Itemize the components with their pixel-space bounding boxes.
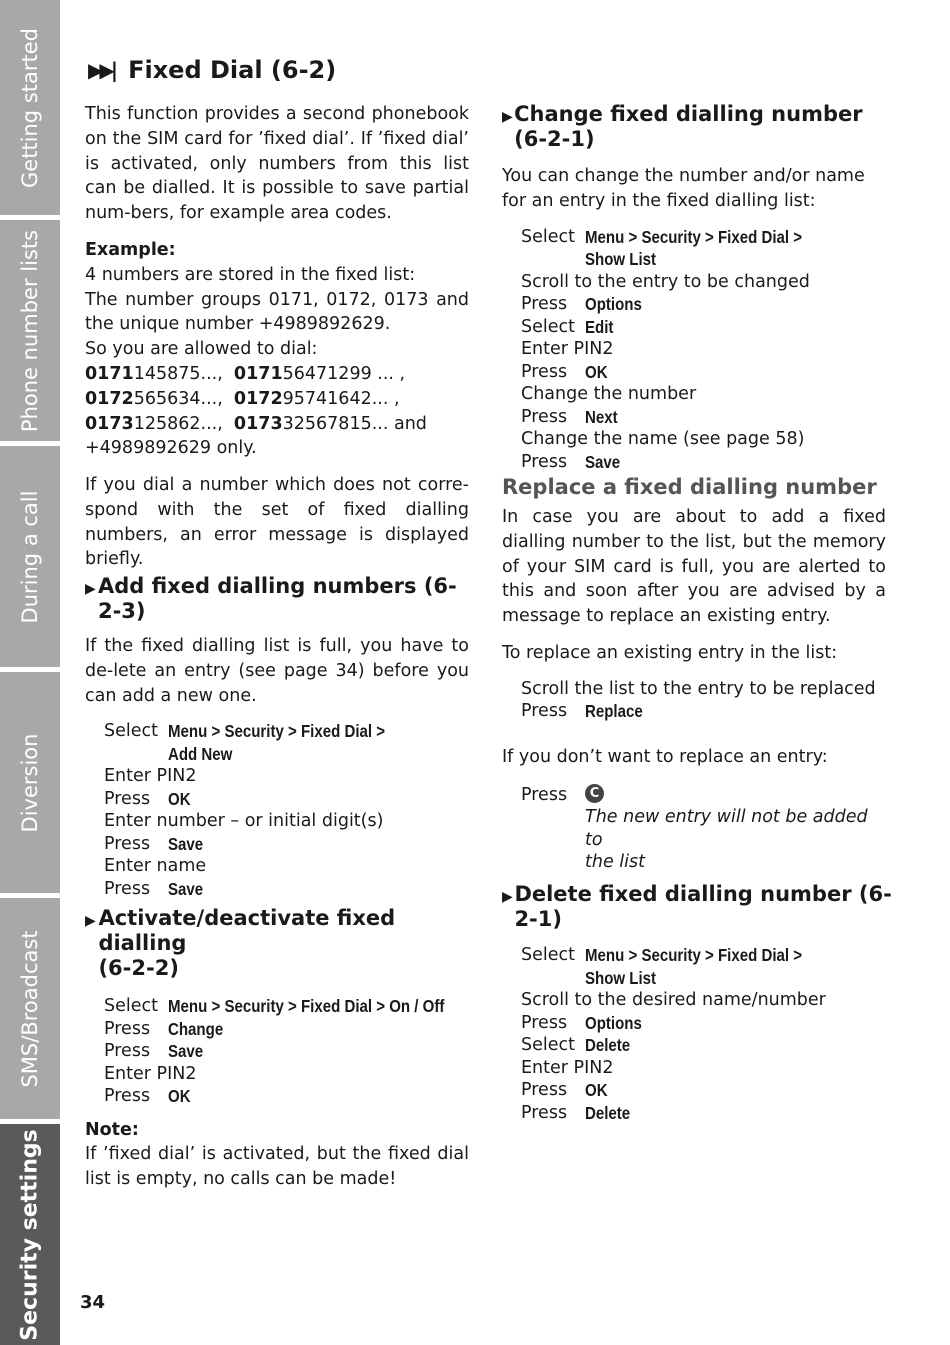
page-number: 34: [80, 1292, 106, 1313]
triangle-icon: ▶: [85, 913, 96, 929]
triangle-icon: ▶: [85, 581, 96, 597]
step-verb: Press: [521, 451, 568, 472]
change-steps: [521, 226, 892, 474]
step: [104, 743, 475, 766]
heading-text: Change fixed dialling number (6-2-1): [514, 102, 863, 151]
heading-line: (6-2-2): [98, 956, 179, 980]
tab-during-a-call[interactable]: [0, 446, 60, 667]
prefix: 0172: [85, 388, 134, 409]
step: [104, 1085, 475, 1108]
step-verb: Press: [521, 406, 568, 427]
replace-text: If you don’t want to replace an entry:: [502, 746, 828, 767]
options-command: Options: [585, 294, 642, 315]
digits: 95741642... ,: [282, 388, 400, 409]
step: [104, 833, 475, 856]
next-command: Next: [585, 406, 618, 427]
step: Scroll the list to the entry to be replaced: [521, 678, 876, 699]
activate-section: [85, 906, 475, 1192]
step-verb: [104, 743, 168, 766]
step: [521, 248, 892, 271]
step: [521, 944, 892, 967]
step: [104, 1040, 475, 1063]
section-heading: [502, 102, 892, 152]
step: [521, 293, 892, 316]
example-line: So you are allowed to dial:: [85, 339, 318, 360]
section-heading: [85, 906, 475, 981]
step-verb: Select: [521, 945, 575, 965]
prefix: 0171: [85, 363, 134, 384]
example-line: The number groups 0171, 0172, 0173 and the unique number +4989892629.: [85, 289, 469, 335]
save-command: Save: [168, 1041, 204, 1061]
replace-text: To replace an existing entry in the list:: [502, 642, 838, 663]
section-heading: [502, 882, 892, 932]
tab-label: During a call: [18, 490, 42, 623]
triangle-icon: ▶: [502, 109, 513, 125]
clear-key-icon: C: [585, 784, 604, 803]
step-verb: Press: [104, 1086, 151, 1106]
step: [521, 226, 892, 249]
delete-steps: [521, 944, 892, 1124]
menu-command: Menu > Security > Fixed Dial >: [585, 226, 803, 247]
step-verb: Press: [521, 361, 568, 382]
replace-steps: [521, 784, 886, 874]
replace-section: [502, 474, 886, 874]
step: Scroll to the desired name/number: [521, 990, 826, 1010]
step: [521, 1012, 892, 1035]
menu-command: Show List: [585, 967, 657, 988]
digits: 125862...,: [133, 413, 223, 434]
step-verb: Press: [104, 833, 151, 854]
step: Scroll to the entry to be changed: [521, 271, 810, 292]
step: [104, 995, 475, 1018]
digits: 145875...,: [133, 363, 223, 384]
tab-security-settings[interactable]: [0, 1124, 60, 1345]
step: [104, 788, 475, 811]
step: Enter PIN2: [104, 1063, 197, 1084]
note-text: If ’fixed dial’ is activated, but the fixed dial list is empty, no calls can be made!: [85, 1144, 469, 1190]
step: Enter PIN2: [521, 339, 614, 360]
note-text: the list: [585, 852, 645, 873]
note-label: Note:: [85, 1119, 139, 1140]
ok-command: OK: [585, 1080, 608, 1100]
step: Enter name: [104, 856, 207, 877]
step-note: [521, 851, 886, 874]
step-verb: Select: [104, 996, 158, 1016]
step: Enter PIN2: [104, 766, 197, 787]
tab-label: SMS/Broadcast: [18, 929, 42, 1088]
tab-diversion[interactable]: [0, 672, 60, 893]
delete-command: Delete: [585, 1035, 631, 1055]
ok-command: OK: [585, 361, 608, 382]
heading-text: [98, 906, 475, 981]
add-section: [85, 574, 475, 900]
step-verb: Press: [521, 701, 568, 722]
change-command: Change: [168, 1018, 224, 1039]
step-verb: Press: [521, 294, 568, 315]
step-verb: [521, 851, 585, 874]
example-numbers: [85, 362, 469, 387]
heading-line: Activate/deactivate fixed dialling: [98, 906, 396, 955]
step-note: [521, 806, 886, 851]
digits: 56471299 ... ,: [282, 363, 406, 384]
step: [521, 361, 892, 384]
step-verb: Press: [104, 1018, 151, 1039]
step-verb: Press: [104, 878, 151, 899]
step: [104, 720, 475, 743]
step-verb: Press: [104, 788, 151, 809]
menu-command: Menu > Security > Fixed Dial >: [585, 945, 803, 965]
note-text: The new entry will not be added to: [585, 807, 868, 850]
tab-label: Getting started: [18, 27, 42, 188]
step: Enter number – or initial digit(s): [104, 811, 384, 832]
step: [521, 1079, 892, 1102]
chapter-sidebar: [0, 0, 60, 1345]
tab-label: Diversion: [18, 733, 42, 832]
intro-section: [85, 102, 469, 226]
step-verb: Select: [521, 316, 575, 337]
save-command: Save: [168, 833, 204, 854]
tab-phone-number-lists[interactable]: [0, 220, 60, 441]
delete-command: Delete: [585, 1102, 631, 1123]
step-verb: Select: [104, 721, 158, 742]
step-verb: Press: [521, 784, 568, 805]
step-verb: [521, 806, 585, 851]
replace-text: In case you are about to add a fixed dialling number to the list, but the memory of your SIM card is full, you are alerted to this and soon after you are advised by a message to replace an existing entry.: [502, 507, 886, 627]
step: [521, 451, 892, 474]
step: [521, 406, 892, 429]
prefix: 0173: [233, 413, 283, 434]
step-verb: Press: [104, 1041, 151, 1061]
replace-steps: [521, 678, 886, 723]
save-command: Save: [585, 451, 621, 472]
options-command: Options: [585, 1012, 642, 1033]
step: Change the name (see page 58): [521, 429, 805, 450]
step-verb: Press: [521, 1080, 568, 1100]
tab-label: Security settings: [17, 1128, 43, 1341]
step-verb: Press: [521, 1102, 568, 1123]
tab-sms-broadcast[interactable]: [0, 898, 60, 1119]
triangle-icon: ▶: [502, 889, 513, 905]
fast-forward-icon: ▶▶|: [88, 58, 115, 82]
page-title-text: Fixed Dial (6-2): [128, 56, 337, 84]
section-heading: [85, 574, 475, 624]
step: [521, 316, 892, 339]
step: [521, 1034, 892, 1057]
heading-text: Add fixed dialling numbers (6-2-3): [97, 574, 457, 623]
prefix: 0171: [233, 363, 283, 384]
step-verb: Press: [521, 1012, 568, 1033]
menu-command: Menu > Security > Fixed Dial > On / Off: [168, 996, 445, 1016]
example-numbers: +4989892629 only.: [85, 438, 257, 459]
ok-command: OK: [168, 788, 191, 809]
prefix: 0173: [85, 413, 134, 434]
step: [104, 1018, 475, 1041]
tab-getting-started[interactable]: [0, 0, 60, 215]
ok-command: OK: [168, 1086, 191, 1106]
activate-steps: [104, 995, 475, 1108]
menu-command: Show List: [585, 249, 657, 270]
menu-command: Menu > Security > Fixed Dial >: [168, 721, 386, 742]
step-verb: Select: [521, 1035, 575, 1055]
example-section: [85, 238, 469, 461]
example-label: Example:: [85, 240, 176, 260]
add-steps: [104, 720, 475, 900]
step: Change the number: [521, 384, 697, 405]
digits: 32567815... and: [282, 413, 427, 434]
step: [521, 784, 886, 807]
example-line: 4 numbers are stored in the fixed list:: [85, 264, 416, 285]
menu-command: Add New: [168, 743, 233, 764]
delete-section: [502, 882, 892, 1124]
step: [104, 878, 475, 901]
section-heading: Replace a fixed dialling number: [502, 475, 877, 499]
prefix: 0172: [233, 388, 283, 409]
note-block: [85, 1118, 469, 1192]
save-command: Save: [168, 878, 204, 899]
change-text: You can change the number and/or name for an entry in the fixed dialling list:: [502, 166, 865, 211]
page-title: [88, 56, 336, 84]
step: [521, 700, 886, 723]
example-numbers: [85, 412, 469, 437]
step: [521, 967, 892, 990]
add-text: If the fixed dialling list is full, you have to de-lete an entry (see page 34) before you can add a new one.: [85, 636, 469, 706]
step-verb: Select: [521, 226, 575, 247]
change-section: [502, 102, 892, 473]
intro-text: This function provides a second phonebook on the SIM card for ’fixed dial’. If ’fixed dial’ is activated, only numbers from this list can be dialled. It is possible to save partial num-bers, for example area codes.: [85, 104, 469, 224]
nomatch-section: [85, 473, 469, 572]
replace-command: Replace: [585, 701, 643, 722]
nomatch-text: If you dial a number which does not corre-spond with the set of fixed dialling numbers, an error message is displayed briefly.: [85, 475, 469, 570]
step-verb: [521, 248, 585, 271]
edit-command: Edit: [585, 316, 614, 337]
step: [521, 1102, 892, 1125]
example-numbers: [85, 387, 469, 412]
step-verb: [521, 967, 585, 990]
step: Enter PIN2: [521, 1057, 614, 1078]
tab-label: Phone number lists: [18, 229, 42, 432]
digits: 565634...,: [133, 388, 223, 409]
heading-text: Delete fixed dialling number (6-2-1): [514, 882, 892, 931]
